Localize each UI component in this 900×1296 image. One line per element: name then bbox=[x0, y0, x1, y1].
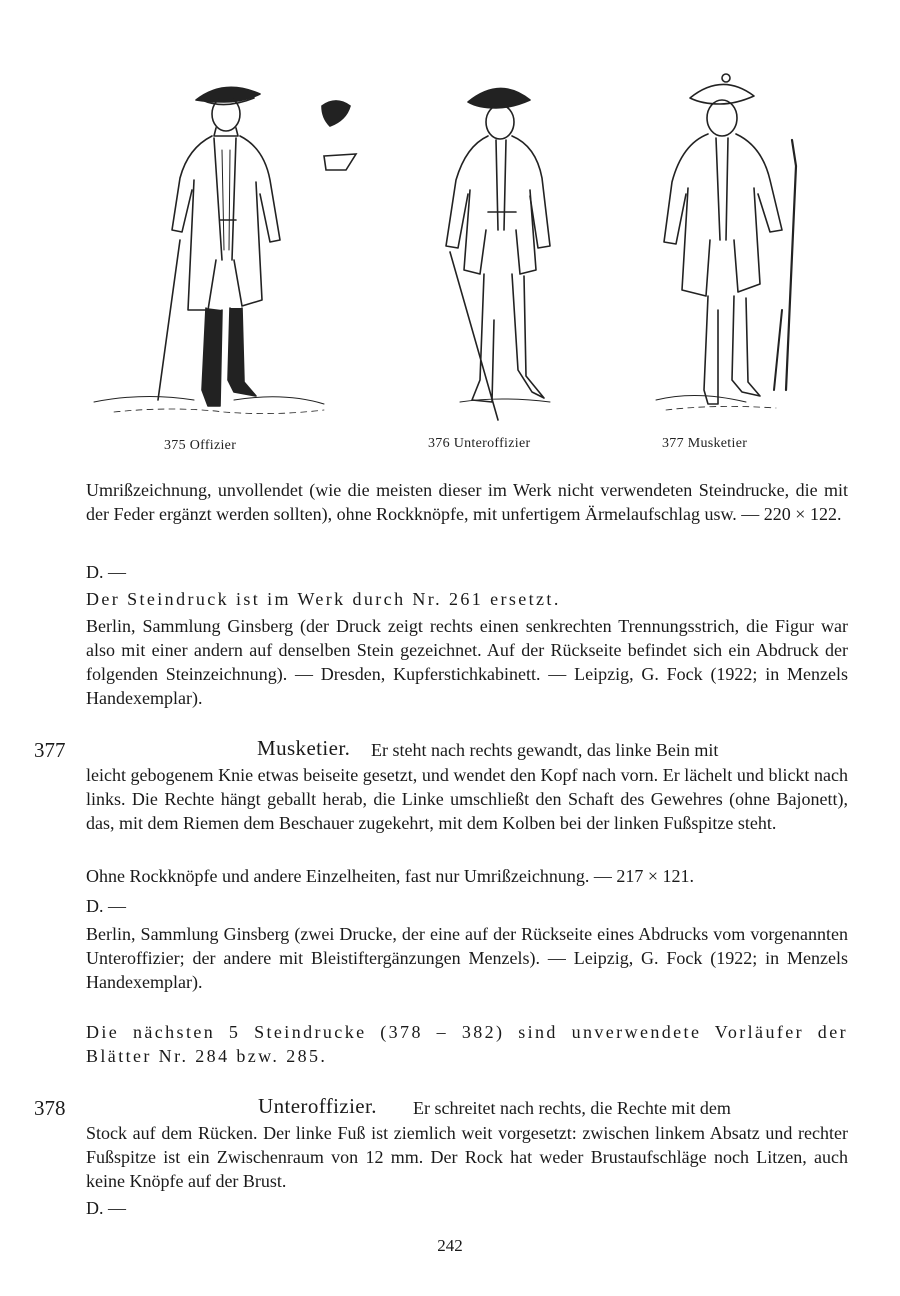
caption-375: 375 Offizier bbox=[164, 438, 237, 453]
entry-378-title: Unteroffizier. bbox=[258, 1094, 377, 1118]
entry-376-collections: Berlin, Sammlung Ginsberg (der Druck zeigt rechts einen senkrechten Trennungsstrich, die Figur war also mit einer andern auf denselben Stein gezeichnet. Auf der Rückseite befindet sich ein Abdruck der folgenden Steinzeichnung). — Dresden, Kupferstichkabinett. — Leipzig, G. Fock (1922; in Menzels Handexemplar). bbox=[86, 616, 848, 708]
entry-377-description: leicht gebogenem Knie etwas beiseite gesetzt, und wendet den Kopf nach vorn. Er lächelt und blickt nach links. Die Rechte hängt geballt herab, die Linke umschließt den Schaft des Gewehres (ohne Bajonett), das, mit dem Riemen dem Beschauer zugekehrt, mit dem Kolben bei der linken Fußspitze steht. bbox=[86, 765, 848, 833]
entry-376-description bbox=[86, 478, 848, 526]
page-number: 242 bbox=[437, 1236, 463, 1255]
entry-377-title: Musketier. bbox=[257, 736, 351, 760]
entry-376-state: D. — bbox=[86, 562, 126, 582]
musketier-illustration-icon bbox=[636, 70, 816, 425]
figure-376-unteroffizier bbox=[420, 70, 590, 425]
figure-375-officer bbox=[84, 70, 374, 425]
officer-illustration-icon bbox=[84, 70, 374, 425]
entry-377-details: Ohne Rockknöpfe und andere Einzelheiten, fast nur Umrißzeichnung. — 217 × 121. bbox=[86, 866, 694, 886]
entry-378-first-line: Er schreitet nach rechts, die Rechte mit dem bbox=[413, 1098, 731, 1118]
unteroffizier-illustration-icon bbox=[420, 70, 590, 425]
figure-377-musketier bbox=[636, 70, 816, 425]
entry-377-collections: Berlin, Sammlung Ginsberg (zwei Drucke, der eine auf der Rückseite eines Abdrucks vom vorgenannten Unteroffizier; der andere mit Bleistiftergänzungen Menzels). — Leipzig, G. Fock (1922; in Menzels Handexemplar). bbox=[86, 924, 848, 992]
entry-377-number: 377 bbox=[34, 738, 66, 762]
caption-376: 376 Unteroffizier bbox=[428, 436, 531, 451]
caption-377: 377 Musketier bbox=[662, 436, 748, 451]
entry-377-state: D. — bbox=[86, 896, 126, 916]
entry-377-first-line: Er steht nach rechts gewandt, das linke Bein mit bbox=[371, 740, 719, 760]
entry-378-state: D. — bbox=[86, 1198, 126, 1218]
entry-376-note: Der Steindruck ist im Werk durch Nr. 261 ersetzt. bbox=[86, 589, 561, 609]
section-note: Die nächsten 5 Steindrucke (378 – 382) sind unverwendete Vorläufer der Blätter Nr. 284 bzw. 285. bbox=[86, 1022, 848, 1066]
entry-378-description: Stock auf dem Rücken. Der linke Fuß ist ziemlich weit vorgesetzt: zwischen linkem Absatz und rechter Fußspitze ist ein Zwischenraum von 12 mm. Der Rock hat weder Brustaufschläge noch Litzen, auch keine Knöpfe auf der Brust. bbox=[86, 1123, 848, 1191]
entry-376-description-text: Umrißzeichnung, unvollendet (wie die meisten dieser im Werk nicht verwendeten Steindrucke, die mit der Feder ergänzt werden sollten), ohne Rockknöpfe, mit unfertigem Ärmelaufschlag usw. — 220 × 122. bbox=[86, 480, 848, 524]
entry-378-number: 378 bbox=[34, 1096, 66, 1120]
